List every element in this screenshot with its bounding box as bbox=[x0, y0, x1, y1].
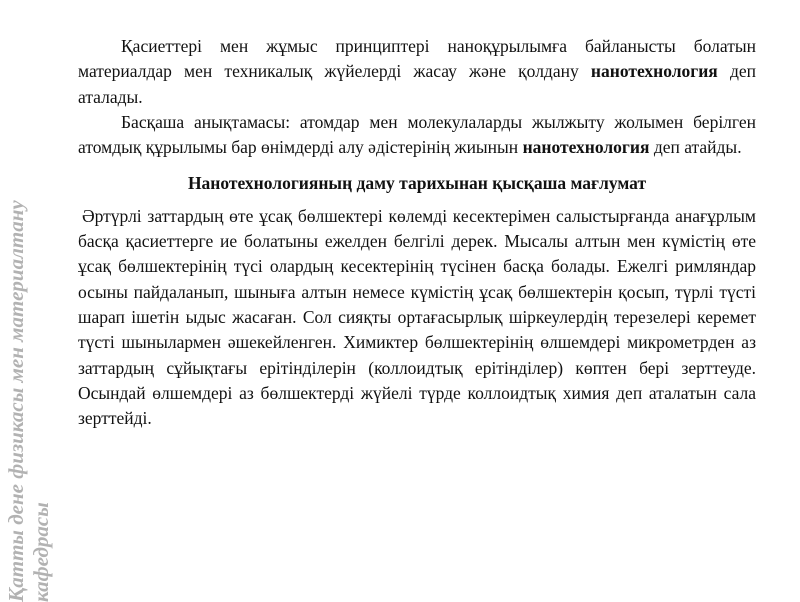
paragraph-definition bbox=[78, 34, 756, 110]
sidebar bbox=[0, 0, 58, 600]
paragraph-definition-end: деп аталады. bbox=[78, 61, 756, 107]
section-heading: Нанотехнологияның даму тарихынан қысқаша мағлумат bbox=[187, 173, 647, 194]
paragraph-alt-definition-end: деп атайды. bbox=[649, 137, 742, 158]
term-nanotechnology-2: нанотехнология bbox=[522, 137, 650, 158]
paragraph-alt-definition-text: Басқаша анықтамасы: атомдар мен молекулаларды жылжыту жолымен берілген атомдық құрылымы бар өнімдерді алу әдістерінің жиынын bbox=[78, 111, 756, 158]
document-body bbox=[78, 34, 756, 431]
paragraph-definition-text: Қасиеттері мен жұмыс принциптері наноқұрылымға байланысты болатын материалдар мен техникалық жүйелерді жасау және қолдану bbox=[78, 36, 756, 82]
department-label: Қатты дене физикасы мен материалтану кафедрасы bbox=[4, 200, 53, 602]
term-nanotechnology: нанотехнология bbox=[590, 61, 718, 82]
paragraph-history: Әртүрлі заттардың өте ұсақ бөлшектері көлемді кесектерімен салыстырғанда анағұрлым басқа қасиеттерге ие болатыны ежелден белгілі дерек. Мысалы алтын мен күмістің өте ұсақ бөлшектерінің түсі олардың кесектерінің түсінен басқа болады. Ежелгі римляндар осыны пайдаланып, шыныға алтын немесе күмістің ұсақ бөлшектерін қосып, түрлі түсті шарап ішетін ыдыс жасаған. Сол сияқты ортағасырлық шіркеулердің терезелері керемет түсті шынылармен әшекейленген. Химиктер бөлшектерінің өлшемдері микрометрден аз заттардың сұйықтағы ерітінділерін (коллоидтық ерітінділер) көптен бері зерттеуде. Осындай өлшемдері аз бөлшектерді жүйелі түрде коллоидтық химия деп аталатын сала зерттейді. bbox=[78, 205, 756, 429]
paragraph-alt-definition bbox=[78, 110, 756, 161]
